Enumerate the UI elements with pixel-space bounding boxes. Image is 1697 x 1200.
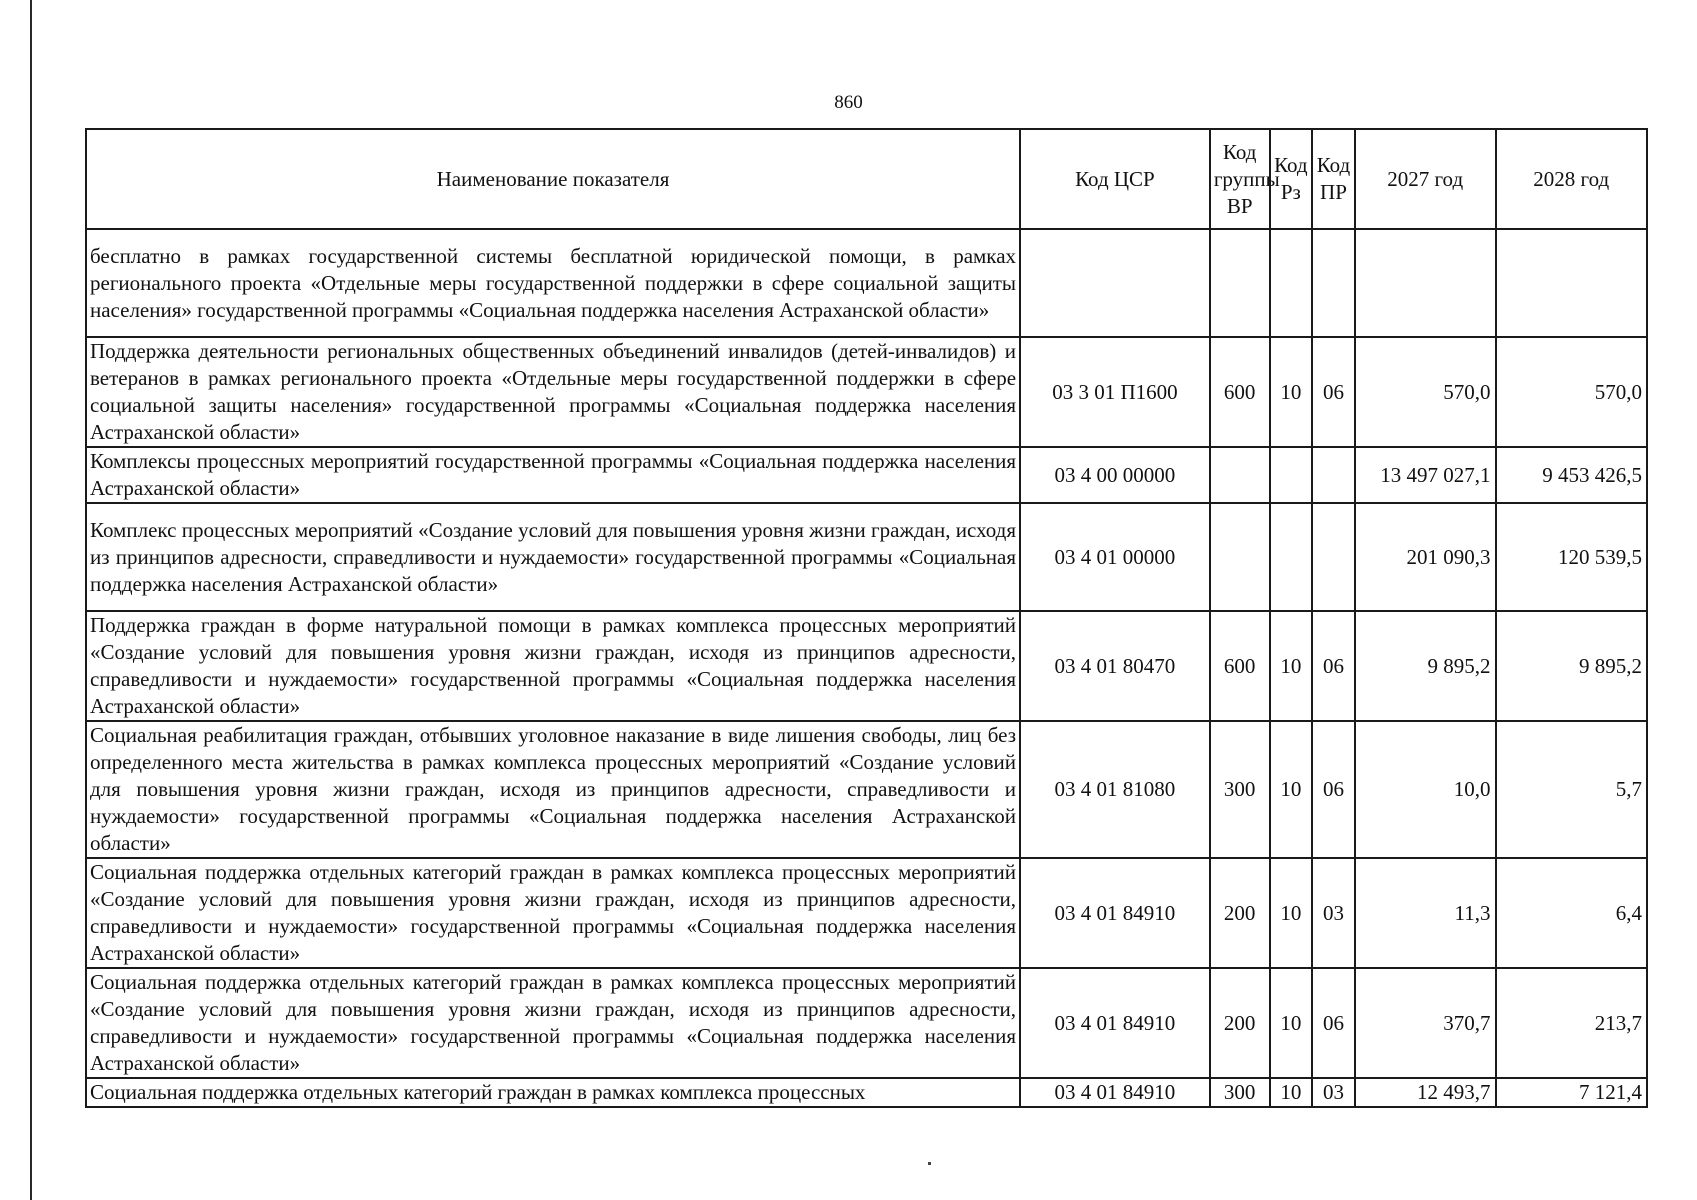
- cell-rz: [1270, 447, 1313, 503]
- cell-csr: 03 4 01 84910: [1020, 968, 1210, 1078]
- table-row: [86, 229, 1647, 337]
- table-row: [86, 721, 1647, 858]
- header-name: Наименование показателя: [86, 129, 1020, 229]
- cell-2027: 9 895,2: [1355, 611, 1496, 721]
- table-row: [86, 503, 1647, 611]
- scan-speck: [928, 1162, 931, 1165]
- cell-2027: [1355, 229, 1496, 337]
- cell-name: бесплатно в рамках государственной системы бесплатной юридической помощи, в рамках регионального проекта «Отдельные меры государственной поддержки в сфере социальной защиты населения» государственной программы «Социальная поддержка населения Астраханской области»: [86, 229, 1020, 337]
- cell-csr: [1020, 229, 1210, 337]
- cell-csr: 03 4 01 84910: [1020, 1078, 1210, 1107]
- cell-pr: 06: [1312, 968, 1355, 1078]
- cell-2028: 570,0: [1496, 337, 1647, 447]
- header-rz: Код Рз: [1270, 129, 1313, 229]
- table-row: [86, 611, 1647, 721]
- cell-2028: 7 121,4: [1496, 1078, 1647, 1107]
- cell-name: Поддержка граждан в форме натуральной помощи в рамках комплекса процессных мероприятий «Создание условий для повышения уровня жизни граждан, исходя из принципов адресности, справедливости и нуждаемости» государственной программы «Социальная поддержка населения Астраханской области»: [86, 611, 1020, 721]
- cell-rz: [1270, 503, 1313, 611]
- cell-vr: 200: [1210, 858, 1270, 968]
- cell-name: Социальная поддержка отдельных категорий граждан в рамках комплекса процессных мероприятий «Создание условий для повышения уровня жизни граждан, исходя из принципов адресности, справедливости и нуждаемости» государственной программы «Социальная поддержка населения Астраханской области»: [86, 968, 1020, 1078]
- cell-pr: [1312, 447, 1355, 503]
- header-vr: Код группы ВР: [1210, 129, 1270, 229]
- cell-2027: 13 497 027,1: [1355, 447, 1496, 503]
- cell-csr: 03 3 01 П1600: [1020, 337, 1210, 447]
- cell-pr: [1312, 229, 1355, 337]
- cell-vr: [1210, 447, 1270, 503]
- budget-table: [85, 128, 1648, 1108]
- cell-pr: 03: [1312, 1078, 1355, 1107]
- cell-rz: 10: [1270, 968, 1313, 1078]
- cell-csr: 03 4 01 84910: [1020, 858, 1210, 968]
- header-2027: 2027 год: [1355, 129, 1496, 229]
- header-csr: Код ЦСР: [1020, 129, 1210, 229]
- cell-2027: 370,7: [1355, 968, 1496, 1078]
- table-row: [86, 1078, 1647, 1107]
- cell-2027: 11,3: [1355, 858, 1496, 968]
- cell-rz: 10: [1270, 611, 1313, 721]
- cell-vr: 300: [1210, 721, 1270, 858]
- table-body: [86, 229, 1647, 1107]
- cell-csr: 03 4 00 00000: [1020, 447, 1210, 503]
- cell-2028: 9 453 426,5: [1496, 447, 1647, 503]
- cell-2028: 9 895,2: [1496, 611, 1647, 721]
- cell-vr: [1210, 503, 1270, 611]
- cell-csr: 03 4 01 81080: [1020, 721, 1210, 858]
- cell-vr: 300: [1210, 1078, 1270, 1107]
- cell-name: Комплекс процессных мероприятий «Создание условий для повышения уровня жизни граждан, исходя из принципов адресности, справедливости и нуждаемости» государственной программы «Социальная поддержка населения Астраханской области»: [86, 503, 1020, 611]
- cell-name: Комплексы процессных мероприятий государственной программы «Социальная поддержка населения Астраханской области»: [86, 447, 1020, 503]
- cell-name: Социальная реабилитация граждан, отбывших уголовное наказание в виде лишения свободы, лиц без определенного места жительства в рамках комплекса процессных мероприятий «Создание условий для повышения уровня жизни граждан, исходя из принципов адресности, справедливости и нуждаемости» государственной программы «Социальная поддержка населения Астраханской области»: [86, 721, 1020, 858]
- header-pr: Код ПР: [1312, 129, 1355, 229]
- cell-rz: 10: [1270, 858, 1313, 968]
- cell-2027: 570,0: [1355, 337, 1496, 447]
- table-row: [86, 337, 1647, 447]
- cell-vr: 200: [1210, 968, 1270, 1078]
- cell-name: Социальная поддержка отдельных категорий граждан в рамках комплекса процессных мероприятий «Создание условий для повышения уровня жизни граждан, исходя из принципов адресности, справедливости и нуждаемости» государственной программы «Социальная поддержка населения Астраханской области»: [86, 858, 1020, 968]
- cell-name: Поддержка деятельности региональных общественных объединений инвалидов (детей-инвалидов) и ветеранов в рамках регионального проекта «Отдельные меры государственной поддержки в сфере социальной защиты населения» государственной программы «Социальная поддержка населения Астраханской области»: [86, 337, 1020, 447]
- cell-vr: 600: [1210, 611, 1270, 721]
- table-row: [86, 968, 1647, 1078]
- cell-2027: 12 493,7: [1355, 1078, 1496, 1107]
- cell-pr: 06: [1312, 611, 1355, 721]
- cell-2027: 201 090,3: [1355, 503, 1496, 611]
- cell-vr: [1210, 229, 1270, 337]
- cell-pr: 06: [1312, 337, 1355, 447]
- cell-csr: 03 4 01 00000: [1020, 503, 1210, 611]
- cell-name: Социальная поддержка отдельных категорий граждан в рамках комплекса процессных: [86, 1078, 1020, 1107]
- cell-rz: 10: [1270, 1078, 1313, 1107]
- cell-2028: 6,4: [1496, 858, 1647, 968]
- table-header: [86, 129, 1647, 229]
- cell-pr: [1312, 503, 1355, 611]
- header-2028: 2028 год: [1496, 129, 1647, 229]
- header-row: [86, 129, 1647, 229]
- table-row: [86, 858, 1647, 968]
- cell-2028: 213,7: [1496, 968, 1647, 1078]
- page-binding-edge: [30, 0, 32, 1200]
- cell-rz: [1270, 229, 1313, 337]
- cell-2028: [1496, 229, 1647, 337]
- cell-rz: 10: [1270, 721, 1313, 858]
- cell-pr: 03: [1312, 858, 1355, 968]
- cell-2028: 120 539,5: [1496, 503, 1647, 611]
- cell-vr: 600: [1210, 337, 1270, 447]
- cell-csr: 03 4 01 80470: [1020, 611, 1210, 721]
- cell-pr: 06: [1312, 721, 1355, 858]
- page-number: 860: [834, 92, 863, 113]
- table-row: [86, 447, 1647, 503]
- cell-rz: 10: [1270, 337, 1313, 447]
- cell-2027: 10,0: [1355, 721, 1496, 858]
- cell-2028: 5,7: [1496, 721, 1647, 858]
